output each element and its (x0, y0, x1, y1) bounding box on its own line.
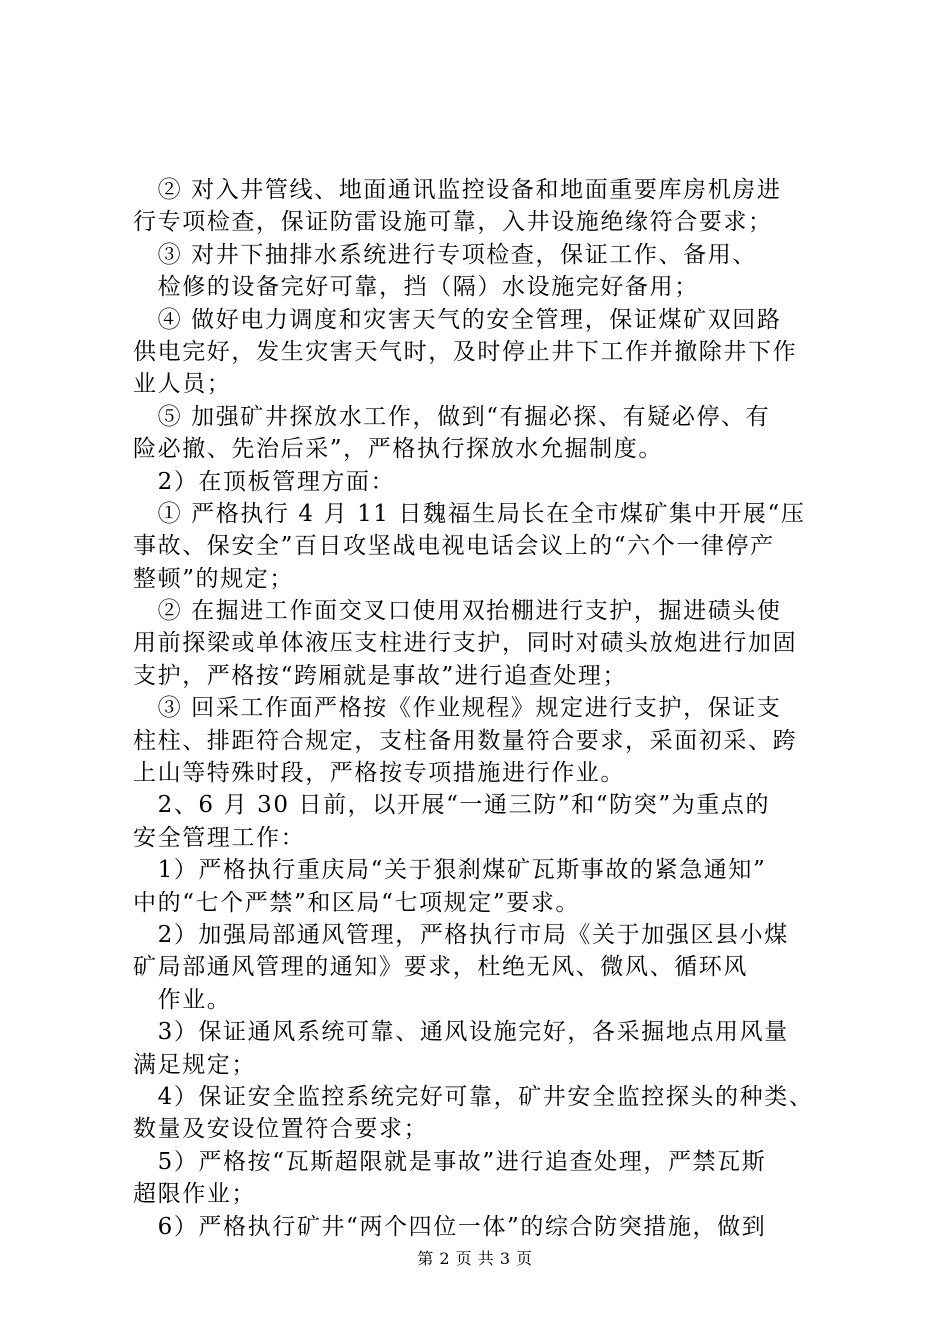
text-line: 1）严格执行重庆局“关于狠刹煤矿瓦斯事故的紧急通知” (133, 857, 767, 884)
text-line: 安全管理工作： (133, 824, 306, 851)
text-line: 6）严格执行矿井“两个四位一体”的综合防突措施，做到 (133, 1213, 767, 1240)
text-line: 2）在顶板管理方面： (133, 468, 396, 495)
text-line: 柱柱、排距符合规定，支柱备用数量符合要求，采面初采、跨 (133, 727, 798, 754)
text-line: ② 在掘进工作面交叉口使用双抬棚进行支护，掘进碛头使 (133, 598, 782, 625)
text-line: 3）保证通风系统可靠、通风设施完好，各采掘地点用风量 (133, 1019, 789, 1046)
text-line: 业人员； (133, 371, 232, 398)
text-line: ③ 回采工作面严格按《作业规程》规定进行支护，保证支 (133, 695, 782, 722)
text-line: ④ 做好电力调度和灾害天气的安全管理，保证煤矿双回路 (133, 306, 782, 333)
text-line: ② 对入井管线、地面通讯监控设备和地面重要库房机房进 (133, 177, 782, 203)
text-line: 作业。 (133, 986, 232, 1013)
text-line: 事故、保安全”百日攻坚战电视电话会议上的“六个一律停产 (133, 533, 775, 560)
text-line: ① 严格执行 4 月 11 日魏福生局长在全市煤矿集中开展“压 (133, 500, 806, 527)
text-line: 供电完好，发生灾害天气时，及时停止井下工作并撤除井下作 (133, 338, 798, 365)
page-number-label: 第 2 页 共 3 页 (417, 1249, 533, 1268)
text-line: 检修的设备完好可靠，挡（隔）水设施完好备用； (133, 274, 699, 301)
text-line: 上山等特殊时段，严格按专项措施进行作业。 (133, 760, 625, 787)
body-text (133, 174, 853, 1243)
text-line: 5）严格按“瓦斯超限就是事故”进行追查处理，严禁瓦斯 (133, 1148, 767, 1175)
text-line: 用前探梁或单体液压支柱进行支护，同时对碛头放炮进行加固 (133, 630, 798, 657)
text-line: 2、6 月 30 日前，以开展“一通三防”和“防突”为重点的 (133, 792, 771, 819)
text-line: 数量及安设位置符合要求； (133, 1116, 429, 1143)
text-line: 超限作业； (133, 1181, 256, 1208)
text-line: 行专项检查，保证防雷设施可靠，入井设施绝缘符合要求； (133, 209, 773, 236)
text-line: 支护，严格按“跨厢就是事故”进行追查处理； (133, 662, 628, 689)
text-line: 中的“七个严禁”和区局“七项规定”要求。 (133, 889, 581, 916)
page-footer (0, 1246, 950, 1269)
text-line: 险必撤、先治后采”，严格执行探放水允掘制度。 (133, 436, 663, 463)
text-line: 2）加强局部通风管理，严格执行市局《关于加强区县小煤 (133, 921, 789, 948)
text-line: 矿局部通风管理的通知》要求，杜绝无风、微风、循环风 (133, 954, 748, 981)
text-line: 4）保证安全监控系统完好可靠，矿井安全监控探头的种类、 (133, 1083, 814, 1110)
text-line: 整顿”的规定； (133, 565, 294, 592)
text-line: 满足规定； (133, 1051, 256, 1078)
text-line: ③ 对井下抽排水系统进行专项检查，保证工作、备用、 (133, 241, 757, 268)
text-line: ⑤ 加强矿井探放水工作，做到“有掘必探、有疑必停、有 (133, 403, 771, 430)
